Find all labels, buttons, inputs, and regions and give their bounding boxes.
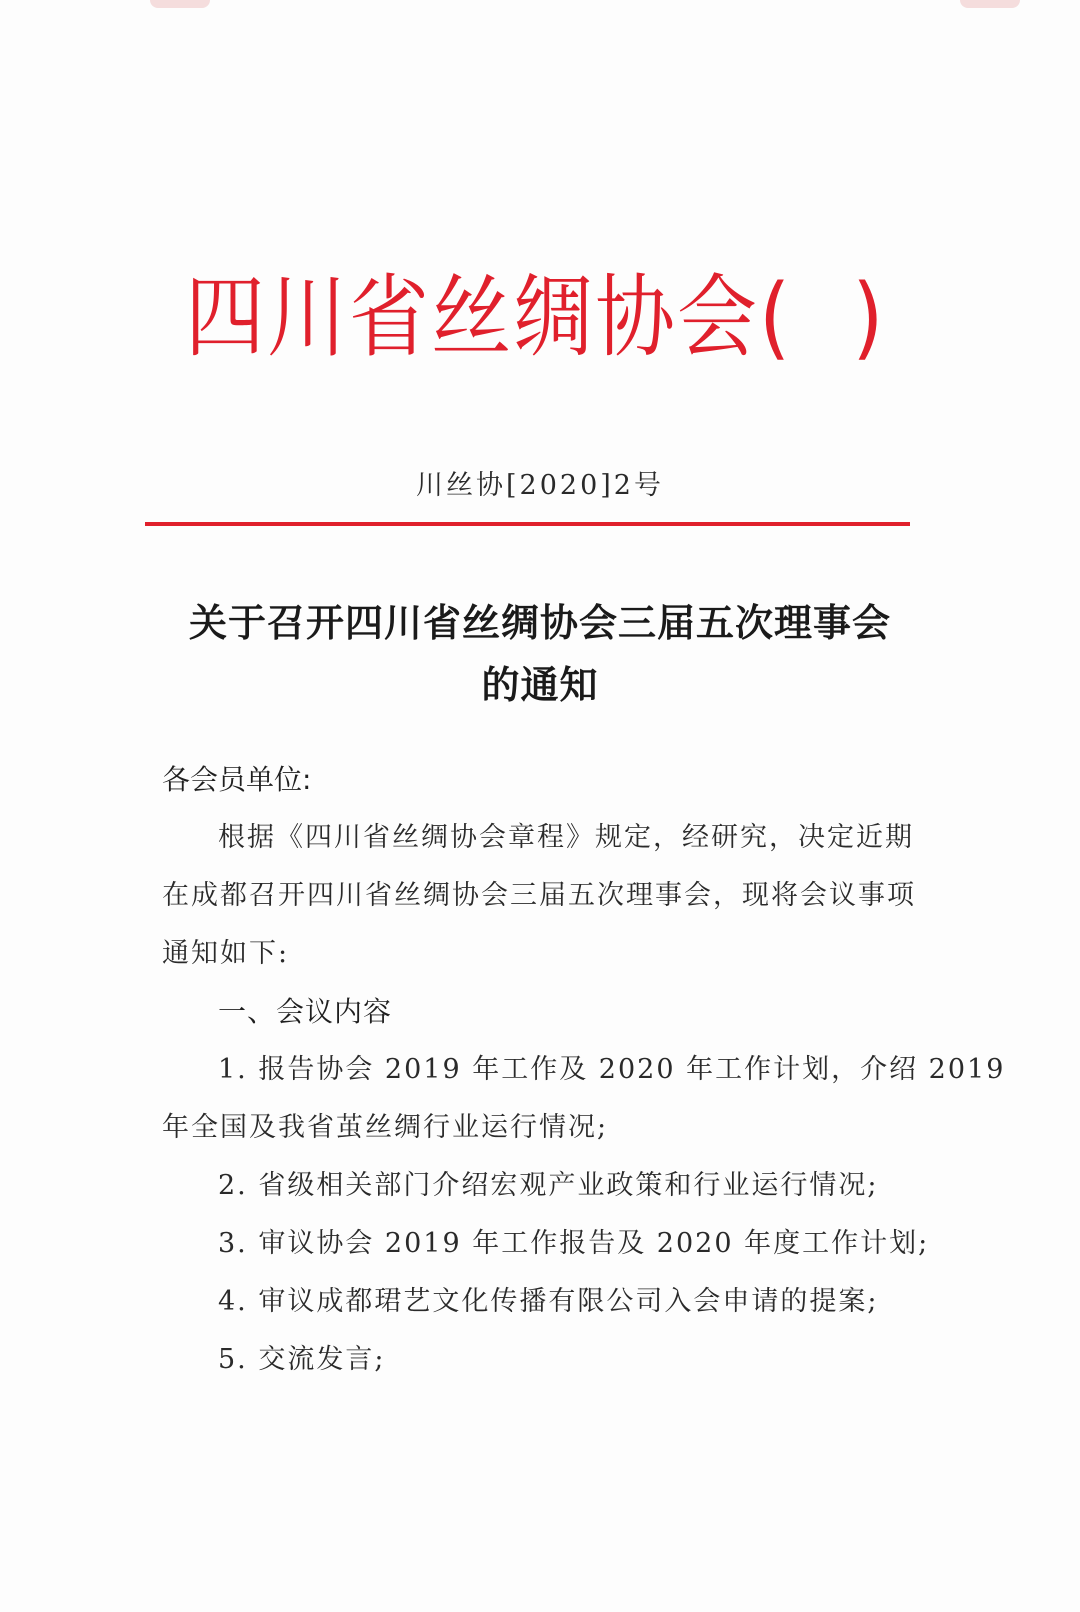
intro-line-2: 在成都召开四川省丝绸协会三届五次理事会，现将会议事项 [162,880,916,911]
title-line-2: 的通知 [481,663,599,707]
paren-open: ( [759,265,793,370]
list-item-1-line-1: 1. 报告协会 2019 年工作及 2020 年工作计划，介绍 2019 [218,1054,1006,1085]
salutation: 各会员单位: [162,763,312,796]
scan-smudge [960,0,1020,8]
intro-line-1: 根据《四川省丝绸协会章程》规定，经研究，决定近期 [218,822,914,853]
list-item-2: 2. 省级相关部门介绍宏观产业政策和行业运行情况; [218,1170,879,1201]
scan-smudge [150,0,210,8]
document-title [0,592,1080,716]
title-line-1: 关于召开四川省丝绸协会三届五次理事会 [188,601,891,645]
list-item-1-line-2: 年全国及我省茧丝绸行业运行情况; [162,1112,609,1143]
org-name: 四川省丝绸协会 [185,265,759,370]
letterhead-divider [145,522,910,526]
section-heading: 一、会议内容 [218,995,393,1028]
list-item-3: 3. 审议协会 2019 年工作报告及 2020 年度工作计划; [218,1228,930,1259]
document-number: 川丝协[2020]2号 [416,470,664,501]
letterhead-org-name [185,262,905,374]
paren-close: ) [852,265,886,370]
list-item-4: 4. 审议成都珺艺文化传播有限公司入会申请的提案; [218,1286,879,1317]
list-item-5: 5. 交流发言; [218,1344,386,1375]
intro-line-3: 通知如下: [162,938,290,969]
